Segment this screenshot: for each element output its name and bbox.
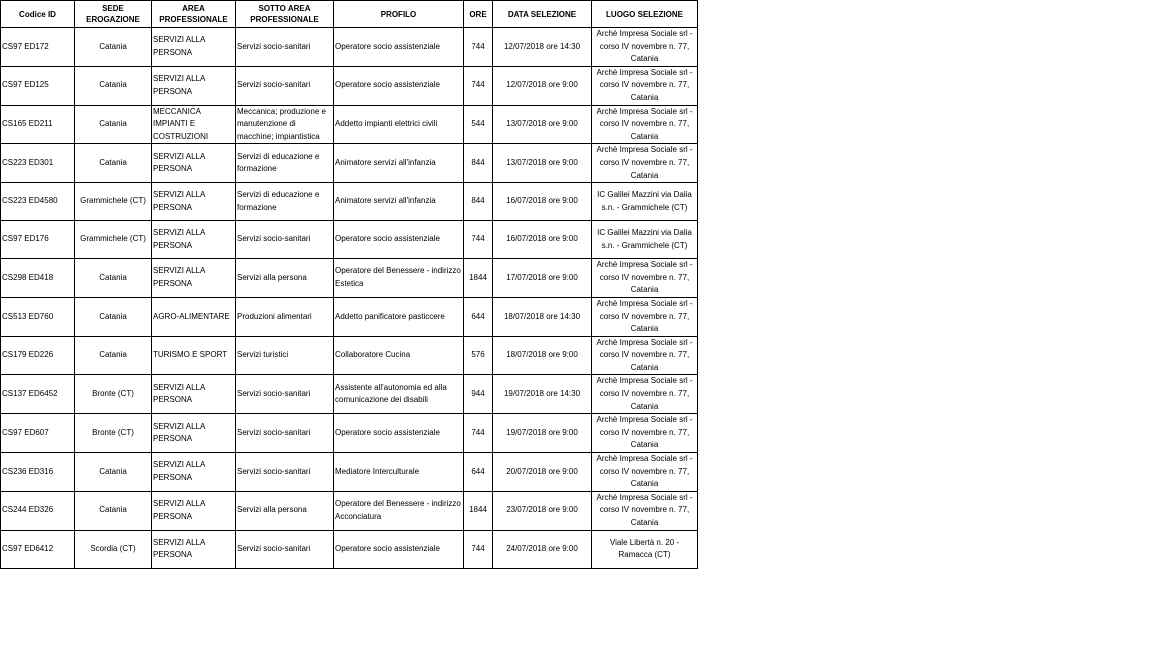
header-luogo-selezione: LUOGO SELEZIONE [592,1,698,28]
cell-luogo-selezione: IC Galilei Mazzini via Dalia s.n. - Grammichele (CT) [592,221,698,259]
cell-area-professionale: SERVIZI ALLA PERSONA [152,144,236,183]
cell-data-selezione: 19/07/2018 ore 9:00 [493,414,592,453]
cell-sede-erogazione: Scordia (CT) [75,530,152,568]
cell-data-selezione: 16/07/2018 ore 9:00 [493,221,592,259]
cell-area-professionale: SERVIZI ALLA PERSONA [152,221,236,259]
table-row [1,491,698,530]
cell-luogo-selezione: Archè Impresa Sociale srl - corso IV novembre n. 77, Catania [592,491,698,530]
cell-profilo: Addetto impianti elettrici civili [334,105,464,144]
cell-luogo-selezione: Archè Impresa Sociale srl - corso IV novembre n. 77, Catania [592,105,698,144]
cell-area-professionale: SERVIZI ALLA PERSONA [152,530,236,568]
cell-data-selezione: 18/07/2018 ore 9:00 [493,336,592,375]
cell-codice-id: CS236 ED316 [1,453,75,492]
cell-codice-id: CS244 ED326 [1,491,75,530]
cell-luogo-selezione: Archè Impresa Sociale srl - corso IV novembre n. 77, Catania [592,144,698,183]
cell-data-selezione: 23/07/2018 ore 9:00 [493,491,592,530]
cell-profilo: Collaboratore Cucina [334,336,464,375]
cell-luogo-selezione: Viale Libertà n. 20 - Ramacca (CT) [592,530,698,568]
cell-codice-id: CS137 ED6452 [1,375,75,414]
cell-codice-id: CS97 ED6412 [1,530,75,568]
table-row [1,414,698,453]
table-row [1,375,698,414]
cell-luogo-selezione: Archè Impresa Sociale srl - corso IV novembre n. 77, Catania [592,375,698,414]
table-row [1,66,698,105]
cell-sede-erogazione: Catania [75,453,152,492]
cell-sotto-area: Servizi di educazione e formazione [236,183,334,221]
cell-area-professionale: TURISMO E SPORT [152,336,236,375]
cell-profilo: Assistente all'autonomia ed alla comunicazione dei disabili [334,375,464,414]
cell-data-selezione: 19/07/2018 ore 14:30 [493,375,592,414]
cell-area-professionale: SERVIZI ALLA PERSONA [152,66,236,105]
table-row [1,144,698,183]
cell-data-selezione: 16/07/2018 ore 9:00 [493,183,592,221]
cell-ore: 744 [464,66,493,105]
header-data-selezione: DATA SELEZIONE [493,1,592,28]
table-row [1,336,698,375]
cell-luogo-selezione: Archè Impresa Sociale srl - corso IV novembre n. 77, Catania [592,453,698,492]
cell-ore: 844 [464,144,493,183]
table-row [1,530,698,568]
cell-sotto-area: Servizi socio-sanitari [236,530,334,568]
cell-data-selezione: 12/07/2018 ore 9:00 [493,66,592,105]
cell-codice-id: CS97 ED176 [1,221,75,259]
cell-sotto-area: Servizi di educazione e formazione [236,144,334,183]
cell-codice-id: CS223 ED4580 [1,183,75,221]
cell-sotto-area: Produzioni alimentari [236,297,334,336]
cell-sede-erogazione: Bronte (CT) [75,414,152,453]
cell-codice-id: CS298 ED418 [1,259,75,298]
cell-luogo-selezione: Archè Impresa Sociale srl - corso IV novembre n. 77, Catania [592,297,698,336]
cell-sotto-area: Servizi alla persona [236,259,334,298]
cell-sotto-area: Servizi turistici [236,336,334,375]
cell-ore: 544 [464,105,493,144]
cell-ore: 744 [464,414,493,453]
cell-data-selezione: 12/07/2018 ore 14:30 [493,28,592,67]
cell-profilo: Operatore socio assistenziale [334,28,464,67]
cell-luogo-selezione: Archè Impresa Sociale srl - corso IV novembre n. 77, Catania [592,66,698,105]
cell-ore: 944 [464,375,493,414]
cell-data-selezione: 20/07/2018 ore 9:00 [493,453,592,492]
cell-sotto-area: Servizi alla persona [236,491,334,530]
cell-ore: 1844 [464,259,493,298]
cell-luogo-selezione: IC Galilei Mazzini via Dalia s.n. - Grammichele (CT) [592,183,698,221]
cell-area-professionale: SERVIZI ALLA PERSONA [152,183,236,221]
cell-area-professionale: MECCANICA IMPIANTI E COSTRUZIONI [152,105,236,144]
cell-area-professionale: SERVIZI ALLA PERSONA [152,28,236,67]
cell-luogo-selezione: Archè Impresa Sociale srl - corso IV novembre n. 77, Catania [592,259,698,298]
cell-luogo-selezione: Archè Impresa Sociale srl - corso IV novembre n. 77, Catania [592,28,698,67]
cell-codice-id: CS179 ED226 [1,336,75,375]
cell-sede-erogazione: Catania [75,297,152,336]
cell-profilo: Operatore socio assistenziale [334,221,464,259]
cell-area-professionale: AGRO-ALIMENTARE [152,297,236,336]
cell-ore: 744 [464,530,493,568]
cell-sotto-area: Meccanica; produzione e manutenzione di macchine; impiantistica [236,105,334,144]
cell-sotto-area: Servizi socio-sanitari [236,66,334,105]
cell-luogo-selezione: Archè Impresa Sociale srl - corso IV novembre n. 77, Catania [592,336,698,375]
cell-area-professionale: SERVIZI ALLA PERSONA [152,453,236,492]
cell-sede-erogazione: Catania [75,259,152,298]
cell-sede-erogazione: Catania [75,66,152,105]
cell-sede-erogazione: Catania [75,491,152,530]
cell-data-selezione: 13/07/2018 ore 9:00 [493,144,592,183]
cell-data-selezione: 13/07/2018 ore 9:00 [493,105,592,144]
cell-sede-erogazione: Bronte (CT) [75,375,152,414]
cell-data-selezione: 18/07/2018 ore 14:30 [493,297,592,336]
cell-sotto-area: Servizi socio-sanitari [236,221,334,259]
header-codice-id: Codice ID [1,1,75,28]
cell-luogo-selezione: Archè Impresa Sociale srl - corso IV novembre n. 77, Catania [592,414,698,453]
cell-ore: 644 [464,453,493,492]
cell-ore: 844 [464,183,493,221]
cell-profilo: Addetto panificatore pasticcere [334,297,464,336]
cell-sede-erogazione: Catania [75,105,152,144]
header-profilo: PROFILO [334,1,464,28]
cell-ore: 576 [464,336,493,375]
cell-area-professionale: SERVIZI ALLA PERSONA [152,414,236,453]
cell-codice-id: CS97 ED172 [1,28,75,67]
header-area-professionale: AREA PROFESSIONALE [152,1,236,28]
cell-profilo: Animatore servizi all'infanzia [334,183,464,221]
cell-sede-erogazione: Catania [75,336,152,375]
header-ore: ORE [464,1,493,28]
table-row [1,453,698,492]
cell-sotto-area: Servizi socio-sanitari [236,453,334,492]
header-sotto-area-professionale: SOTTO AREA PROFESSIONALE [236,1,334,28]
cell-profilo: Mediatore Interculturale [334,453,464,492]
cell-ore: 744 [464,28,493,67]
cell-profilo: Operatore del Benessere - indirizzo Acconciatura [334,491,464,530]
header-sede-erogazione: SEDE EROGAZIONE [75,1,152,28]
cell-profilo: Operatore socio assistenziale [334,66,464,105]
cell-ore: 1844 [464,491,493,530]
cell-data-selezione: 17/07/2018 ore 9:00 [493,259,592,298]
cell-sede-erogazione: Catania [75,28,152,67]
cell-sotto-area: Servizi socio-sanitari [236,414,334,453]
table-row [1,221,698,259]
cell-sede-erogazione: Grammichele (CT) [75,221,152,259]
cell-sede-erogazione: Catania [75,144,152,183]
cell-ore: 744 [464,221,493,259]
cell-profilo: Operatore del Benessere - indirizzo Estetica [334,259,464,298]
table-row [1,297,698,336]
cell-profilo: Animatore servizi all'infanzia [334,144,464,183]
cell-sede-erogazione: Grammichele (CT) [75,183,152,221]
cell-data-selezione: 24/07/2018 ore 9:00 [493,530,592,568]
table-header-row [1,1,698,28]
table-row [1,28,698,67]
cell-sotto-area: Servizi socio-sanitari [236,375,334,414]
cell-codice-id: CS513 ED760 [1,297,75,336]
table-row [1,259,698,298]
cell-profilo: Operatore socio assistenziale [334,530,464,568]
cell-profilo: Operatore socio assistenziale [334,414,464,453]
table-row [1,105,698,144]
cell-codice-id: CS165 ED211 [1,105,75,144]
cell-area-professionale: SERVIZI ALLA PERSONA [152,259,236,298]
table-row [1,183,698,221]
cell-area-professionale: SERVIZI ALLA PERSONA [152,375,236,414]
cell-codice-id: CS97 ED607 [1,414,75,453]
cell-codice-id: CS223 ED301 [1,144,75,183]
cell-codice-id: CS97 ED125 [1,66,75,105]
cell-sotto-area: Servizi socio-sanitari [236,28,334,67]
cell-area-professionale: SERVIZI ALLA PERSONA [152,491,236,530]
cell-ore: 644 [464,297,493,336]
